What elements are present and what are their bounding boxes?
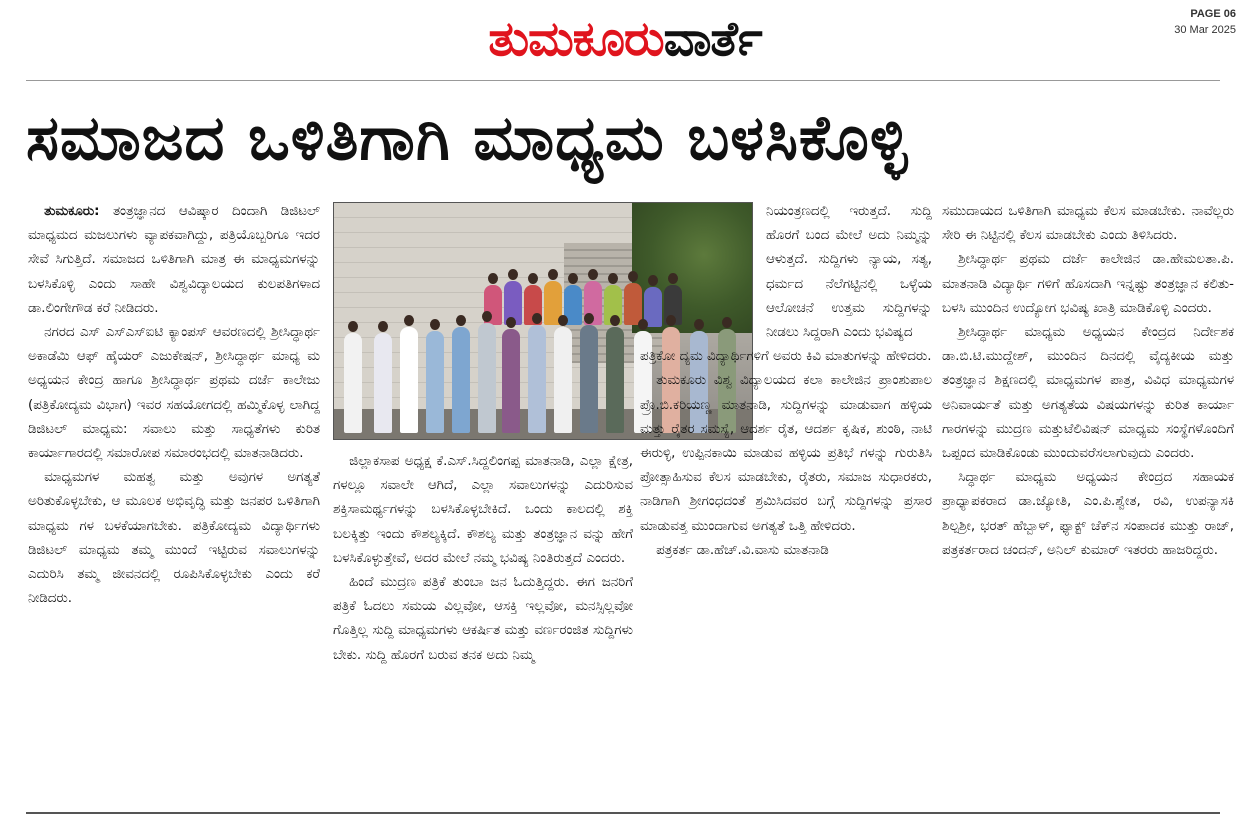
header-divider xyxy=(26,80,1220,81)
paragraph-text: ತಂತ್ರಜ್ಞಾನದ ಆವಿಷ್ಕಾರ ದಿಂದಾಗಿ ಡಿಜಿಟಲ್ ಮಾಧ್ಯಮದ ಮಜಲುಗಳು ವ್ಯಾಪಕವಾಗಿದ್ದು, ಪತ್ರಿಯೊಬ್ಬರಿಗೂ ಇದರ ಸೇವೆ ಸಿಗುತ್ತಿದೆ. ಸಮಾಜದ ಒಳಿತಿಗಾಗಿ ಮಾತ್ರ ಈ ಮಾಧ್ಯಮಗಳನ್ನು ಬಳಸಿಕೊಳ್ಳಿ ಎಂದು ಸಾಹೇ ವಿಶ್ವವಿದ್ಯಾಲಯದ ಕುಲಪತಿಗಳಾದ ಡಾ.ಲಿಂಗೇಗೌಡ ಕರೆ ನೀಡಿದರು. xyxy=(28,204,320,316)
page-info xyxy=(1174,6,1236,38)
dateline: ತುಮಕೂರು: xyxy=(44,204,100,219)
paragraph: ಜಿಲ್ಲಾಕಸಾಪ ಅಧ್ಯಕ್ಷ ಕೆ.ಎಸ್.ಸಿದ್ದಲಿಂಗಪ್ಪ ಮಾತನಾಡಿ, ಎಲ್ಲಾ ಕ್ಷೇತ್ರ, ಗಳಲ್ಲೂ ಸವಾಲೇ ಆಗಿದೆ, ಎಲ್ಲಾ ಸವಾಲುಗಳನ್ನು ಎದುರಿಸುವ ಶಕ್ತಿಸಾಮರ್ಥ್ಯಗಳನ್ನು ಬಳಸಿಕೊಳ್ಳಬೇಕಿದೆ. ಒಂದು ಕಾಲದಲ್ಲಿ ಶಕ್ತಿ ಬಲಕ್ಕಿತ್ತು ಇಂದು ಕೌಶಲ್ಯಕ್ಕಿದೆ. ಕೌಶಲ್ಯ ಮತ್ತು ತಂತ್ರಜ್ಞಾನ ವನ್ನು ಹೇಗೆ ಬಳಸಿಕೊಳ್ಳುತ್ತೇವೆ, ಅದರ ಮೇಲೆ ನಮ್ಮ ಭವಿಷ್ಯ ನಿಂತಿರುತ್ತದೆ ಎಂದರು. xyxy=(333,454,633,566)
person xyxy=(554,327,572,433)
footer-divider xyxy=(26,812,1220,814)
person xyxy=(452,327,470,433)
paragraph: ಸಮುದಾಯದ ಒಳಿತಿಗಾಗಿ ಮಾಧ್ಯಮ ಕೆಲಸ ಮಾಡಬೇಕು. ನಾವೆಲ್ಲರು ಸೇರಿ ಈ ನಿಟ್ಟಿನಲ್ಲಿ ಕೆಲಸ ಮಾಡಬೇಕು ಎಂದು ತಿಳಿಸಿದರು. xyxy=(942,204,1234,244)
person xyxy=(344,333,362,433)
person xyxy=(400,327,418,433)
paragraph xyxy=(28,200,320,321)
page-date: 30 Mar 2025 xyxy=(1174,24,1236,36)
paragraph: ತುಮಕೂರು ವಿಶ್ವ ವಿದ್ಯಾಲಯದ ಕಲಾ ಕಾಲೇಜಿನ ಪ್ರಾಂಶುಪಾಲ ಪ್ರೊ.ಬಿ.ಕರಿಯಣ್ಣ ಮಾತನಾಡಿ, ಸುದ್ದಿಗಳನ್ನು ಮಾಡುವಾಗ ಹಳ್ಳಿಯ ಮತ್ತು ರೈತರ ಸಮಸ್ಯೆ, ಆದರ್ಶ ರೈತ, ಆದರ್ಶ ಕೃಷಿಕ, ಶುಂಠಿ, ನಾಟಿ ಈರುಳ್ಳಿ, ಉಪ್ಪಿನಕಾಯಿ ಮಾಡುವ ಹಳ್ಳಿಯ ಪ್ರತಿಭೆ ಗಳನ್ನು ಗುರುತಿಸಿ ಪ್ರೋತ್ಸಾಹಿಸುವ ಕೆಲಸ ಮಾಡಬೇಕು, ರೈತರು, ಸಮಾಜ ಸುಧಾರಕರು, ನಾಡಿಗಾಗಿ ಶ್ರೀಗಂಧದಂತೆ ಶ್ರಮಿಸಿದವರ ಬಗ್ಗೆ ಸುದ್ದಿಗಳನ್ನು ಪ್ರಸಾರ ಮಾಡುವತ್ತ ಮುಂದಾಗುವ ಅಗತ್ಯತೆ ಒತ್ತಿ ಹೇಳಿದರು. xyxy=(640,373,932,534)
logo-red-part: ತುಮಕೂರು xyxy=(488,11,664,67)
paragraph: ನಗರದ ಎಸ್ ಎಸ್‌ಎಸ್‌ಐಟಿ ಕ್ಯಾಂಪಸ್ ಆವರಣದಲ್ಲಿ ಶ್ರೀಸಿದ್ಧಾರ್ಥ ಅಕಾಡೆಮಿ ಆಫ್ ಹೈಯರ್ ಎಜುಕೇಷನ್, ಶ್ರೀಸಿದ್ಧಾರ್ಥ ಮಾಧ್ಯ ಮ ಅಧ್ಯಯನ ಕೇಂದ್ರ ಹಾಗೂ ಶ್ರೀಸಿದ್ಧಾರ್ಥ ಪ್ರಥಮ ದರ್ಜೆ ಕಾಲೇಜು (ಪತ್ರಿಕೋದ್ಯಮ ವಿಭಾಗ) ಇವರ ಸಹಯೋಗದಲ್ಲಿ ಹಮ್ಮಿಕೊಳ್ಳ ಲಾಗಿದ್ದ ಡಿಜಿಟಲ್ ಮಾಧ್ಯಮ: ಸವಾಲು ಮತ್ತು ಸಾಧ್ಯತೆಗಳು ಕುರಿತ ಕಾರ್ಯಾಗಾರದಲ್ಲಿ ಸಮಾರೋಪ ಸಮಾರಂಭದಲ್ಲಿ ಮಾತನಾಡಿದರು. xyxy=(28,325,320,462)
article-column-2 xyxy=(333,450,633,800)
paragraph: ಶ್ರೀಸಿದ್ಧಾರ್ಥ ಮಾಧ್ಯಮ ಅಧ್ಯಯನ ಕೇಂದ್ರದ ನಿರ್ದೇಶಕ ಡಾ.ಬಿ.ಟಿ.ಮುದ್ದೇಶ್, ಮುಂದಿನ ದಿನದಲ್ಲಿ ವೈದ್ಯಕೀಯ ಮತ್ತು ತಂತ್ರಜ್ಞಾನ ಶಿಕ್ಷಣದಲ್ಲಿ ಮಾಧ್ಯಮಗಳ ಪಾತ್ರ, ವಿವಿಧ ಮಾಧ್ಯಮಗಳ ಅನಿವಾರ್ಯತೆ ಮತ್ತು ಅಗತ್ಯತೆಯ ವಿಷಯಗಳನ್ನು ಕುರಿತ ಕಾರ್ಯಾ ಗಾರಗಳನ್ನು ಮುದ್ರಣ ಮತ್ತುಟೆಲಿವಿಷನ್ ಮಾಧ್ಯಮ ಸಂಸ್ಥೆಗಳೊಂದಿಗೆ ಒಪ್ಪಂದ ಮಾಡಿಕೊಂಡು ಮುಂದುವರೆಸಲಾಗುವುದು ಎಂದರು. xyxy=(942,325,1234,462)
person xyxy=(502,329,520,433)
paragraph: ಶ್ರೀಸಿದ್ಧಾರ್ಥ ಪ್ರಥಮ ದರ್ಜೆ ಕಾಲೇಜಿನ ಡಾ.ಹೇಮಲತಾ.ಪಿ. ಮಾತನಾಡಿ ವಿದ್ಯಾರ್ಥಿ ಗಳಿಗೆ ಹೊಸದಾಗಿ ಇನ್ನಷ್ಟು ತಂತ್ರಜ್ಞಾನ ಕಲಿತು-ಬಳಸಿ ಮುಂದಿನ ಉದ್ಯೋಗ ಭವಿಷ್ಯ ಖಾತ್ರಿ ಮಾಡಿಕೊಳ್ಳಿ ಎಂದರು. xyxy=(942,252,1234,316)
paragraph: ಪತ್ರಿಕೋ ದ್ಯಮ ವಿದ್ಯಾರ್ಥಿಗಳಿಗೆ ಅವರು ಕಿವಿ ಮಾತುಗಳನ್ನು ಹೇಳಿದರು. xyxy=(640,349,932,365)
person xyxy=(606,327,624,433)
paragraph: ನಿಯಂತ್ರಣದಲ್ಲಿ ಇರುತ್ತದೆ. ಸುದ್ದಿ ಹೊರಗೆ ಬಂದ ಮೇಲೆ ಅದು ನಿಮ್ಮನ್ನು ಆಳುತ್ತದೆ. ಸುದ್ದಿಗಳು ನ್ಯಾಯ, ಸತ್ಯ, ಧರ್ಮದ ನೆಲೆಗಟ್ಟಿನಲ್ಲಿ ಒಳ್ಳೆಯ ಆಲೋಚನೆ ಉತ್ತಮ ಸುದ್ದಿಗಳನ್ನು ನೀಡಲು ಸಿದ್ದರಾಗಿ ಎಂದು ಭವಿಷ್ಯದ xyxy=(766,204,932,341)
article-column-4 xyxy=(942,200,1234,800)
article-headline: ಸಮಾಜದ ಒಳಿತಿಗಾಗಿ ಮಾಧ್ಯಮ ಬಳಸಿಕೊಳ್ಳಿ xyxy=(26,101,909,174)
paragraph: ಹಿಂದೆ ಮುದ್ರಣ ಪತ್ರಿಕೆ ತುಂಬಾ ಜನ ಓದುತ್ತಿದ್ದರು. ಈಗ ಜನರಿಗೆ ಪತ್ರಿಕೆ ಓದಲು ಸಮಯ ವಿಲ್ಲವೋ, ಆಸಕ್ತಿ ಇಲ್ಲವೋ, ಮನಸ್ಸಿಲ್ಲವೋ ಗೊತ್ತಿಲ್ಲ ಸುದ್ದಿ ಮಾಧ್ಯಮಗಳು ಆಕರ್ಷಿತ ಮತ್ತು ವರ್ಣರಂಜಿತ ಸುದ್ದಿಗಳು ಬೇಕು. ಸುದ್ದಿ ಹೊರಗೆ ಬರುವ ತನಕ ಅದು ನಿಮ್ಮ xyxy=(333,575,633,663)
paragraph: ಪತ್ರಕರ್ತ ಡಾ.ಹೆಚ್.ವಿ.ವಾಸು ಮಾತನಾಡಿ xyxy=(656,542,829,558)
column-3-wrap-text xyxy=(640,200,932,345)
person xyxy=(374,333,392,433)
article-column-1 xyxy=(28,200,320,800)
paragraph: ಸಿದ್ಧಾರ್ಥ ಮಾಧ್ಯಮ ಅಧ್ಯಯನ ಕೇಂದ್ರದ ಸಹಾಯಕ ಪ್ರಾಧ್ಯಾಪಕರಾದ ಡಾ.ಜ್ಯೋತಿ, ಎಂ.ಪಿ.ಶ್ವೇತ, ರವಿ, ಉಪನ್ಯಾಸಕಿ ಶಿಲ್ಪಶ್ರೀ, ಭರತ್ ಹೆಬ್ಬಾಳ್, ಫ್ಯಾಕ್ಟ್ ಚೆಕ್‌ನ ಸಂಪಾದಕ ಮುತ್ತು ರಾಜ್, ಪತ್ರಕರ್ತರಾದ ಚಂದನ್, ಅನಿಲ್ ಕುಮಾರ್ ಇತರರು ಹಾಜರಿದ್ದರು. xyxy=(942,470,1234,558)
newspaper-logo xyxy=(430,4,820,74)
person xyxy=(478,323,496,433)
masthead xyxy=(0,0,1244,80)
article-column-3 xyxy=(640,200,932,800)
logo-black-part: ವಾರ್ತೆ xyxy=(663,11,762,67)
person xyxy=(528,325,546,433)
page-number: PAGE 06 xyxy=(1190,8,1236,20)
paragraph: ಮಾಧ್ಯಮಗಳ ಮಹತ್ವ ಮತ್ತು ಅವುಗಳ ಅಗತ್ಯತೆ ಅರಿತುಕೊಳ್ಳಬೇಕು, ಆ ಮೂಲಕ ಅಭಿವೃದ್ಧಿ ಮತ್ತು ಜನಪರ ಒಳಿತಿಗಾಗಿ ಮಾಧ್ಯಮ ಗಳ ಬಳಕೆಯಾಗಬೇಕು. ಪತ್ರಿಕೋದ್ಯಮ ವಿದ್ಯಾರ್ಥಿಗಳು ಡಿಜಿಟಲ್ ಮಾಧ್ಯಮ ತಮ್ಮ ಮುಂದೆ ಇಟ್ಟಿರುವ ಸವಾಲುಗಳನ್ನು ಎದುರಿಸಿ ತಮ್ಮ ಜೀವನದಲ್ಲಿ ರೂಪಿಸಿಕೊಳ್ಳಬೇಕು ಎಂದು ಕರೆ ನೀಡಿದರು. xyxy=(28,470,320,607)
person xyxy=(580,325,598,433)
person xyxy=(426,331,444,433)
